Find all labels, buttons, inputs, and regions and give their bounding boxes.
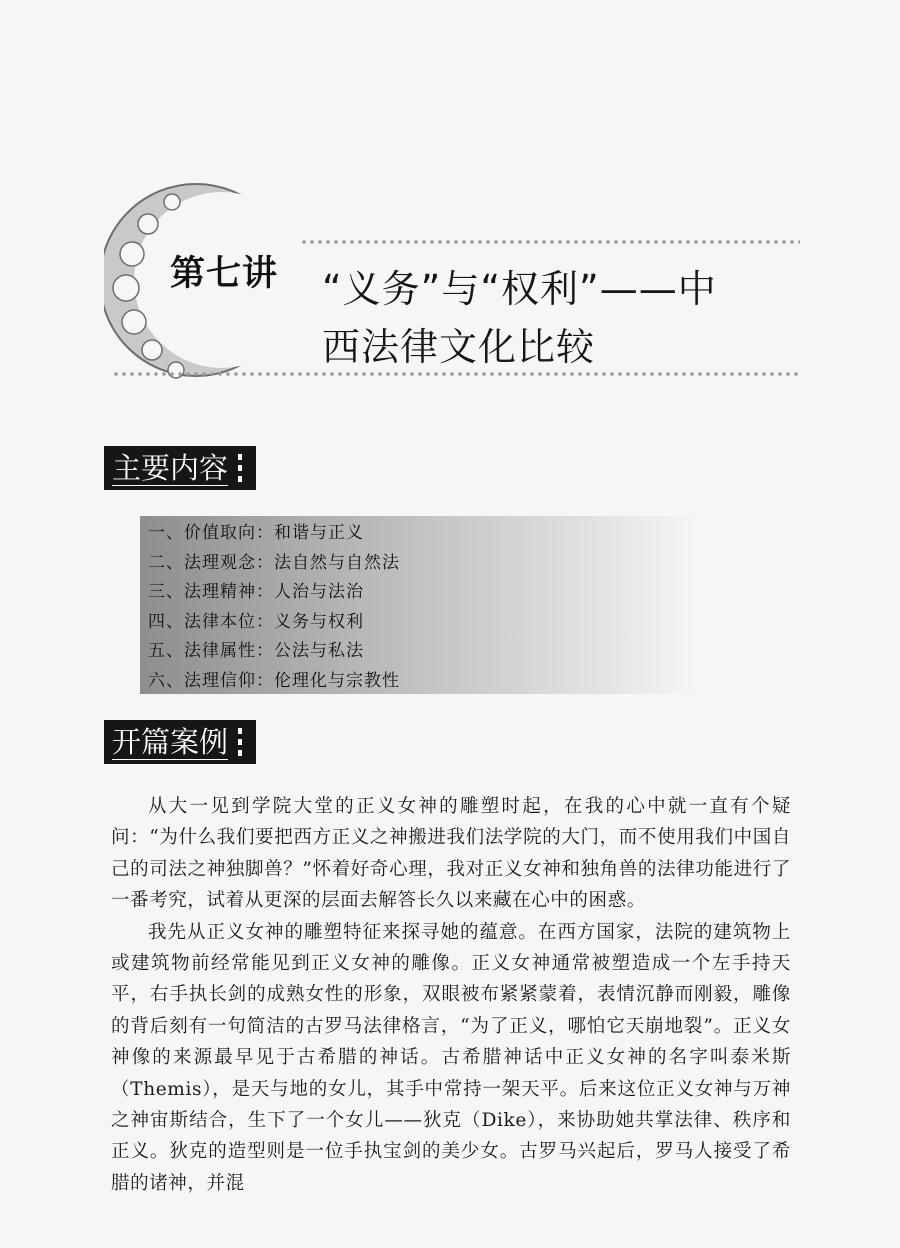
case-heading [104,720,256,764]
contents-box [140,516,700,694]
chapter-title-line2: 西法律文化比较 [322,325,596,369]
contents-item: 四、法律本位：义务与权利 [148,611,364,632]
case-heading-text: 开篇案例 [112,724,229,759]
body-paragraph-2: 我先从正义女神的雕塑特征来探寻她的蕴意。在西方国家，法院的建筑物上或建筑物前经常能见到正义女神的雕像。正义女神通常被塑造成一个左手持天平，右手执长剑的成熟女性的形象，双眼被布紧紧蒙着，表情沉静而刚毅，雕像的背后刻有一句简洁的古罗马法律格言，“为了正义，哪怕它天崩地裂”。正义女神像的来源最早见于古希腊的神话。古希腊神话中正义女神的名字叫泰米斯（Themis），是天与地的女儿，其手中常持一架天平。后来这位正义女神与万神之神宙斯结合，生下了一个女儿——狄克（Dike），来协助她共掌法律、秩序和正义。狄克的造型则是一位手执宝剑的美少女。古罗马兴起后，罗马人接受了希腊的诸神，并混 [111,921,791,1194]
colon-mark-icon [238,728,242,756]
contents-item: 六、法理信仰：伦理化与宗教性 [148,670,400,691]
dotted-rule-top [300,238,800,246]
chapter-title-line1: “义务”与“权利”——中 [322,267,717,311]
colon-mark-icon [238,454,242,482]
chapter-number: 第七讲 [170,254,279,294]
contents-item: 二、法理观念：法自然与自然法 [148,552,400,573]
contents-item: 三、法理精神：人治与法治 [148,582,364,602]
contents-list [140,516,700,696]
case-body [111,791,791,1199]
contents-heading-text: 主要内容 [112,450,229,485]
contents-heading [104,446,256,490]
contents-item: 一、价值取向：和谐与正义 [148,523,364,543]
chapter-title [322,260,792,376]
contents-item: 五、法律属性：公法与私法 [148,641,364,661]
body-paragraph-1: 从大一见到学院大堂的正义女神的雕塑时起，在我的心中就一直有个疑问：“为什么我们要把西方正义之神搬进我们法学院的大门，而不使用我们中国自己的司法之神独脚兽？”怀着好奇心理，我对正义女神和独角兽的法律功能进行了一番考究，试着从更深的层面去解答长久以来藏在心中的困惑。 [111,796,791,912]
